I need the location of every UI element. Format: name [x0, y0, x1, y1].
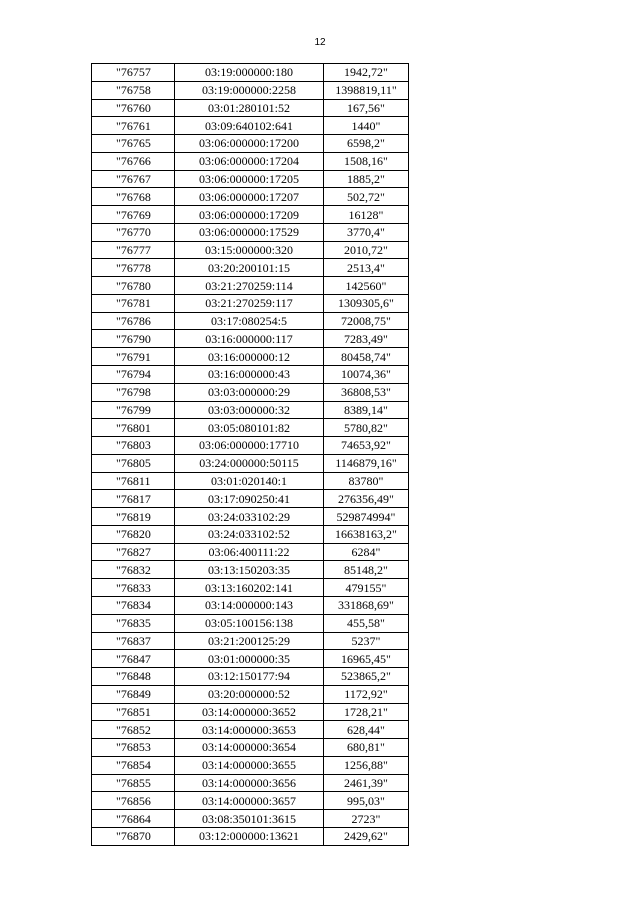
table-row	[92, 810, 409, 828]
value-cell: 523865,2"	[324, 668, 409, 686]
row-id-cell: "76847	[92, 650, 175, 668]
cadastral-number-cell: 03:13:160202:141	[175, 579, 324, 597]
row-id-cell: "76805	[92, 454, 175, 472]
table-row	[92, 135, 409, 153]
cadastral-number-cell: 03:14:000000:143	[175, 596, 324, 614]
value-cell: 2513,4"	[324, 259, 409, 277]
value-cell: 1146879,16"	[324, 454, 409, 472]
table-row	[92, 437, 409, 455]
row-id-cell: "76757	[92, 64, 175, 82]
cadastral-number-cell: 03:14:000000:3656	[175, 774, 324, 792]
table-row	[92, 312, 409, 330]
value-cell: 2723"	[324, 810, 409, 828]
table-row	[92, 739, 409, 757]
cadastral-number-cell: 03:14:000000:3654	[175, 739, 324, 757]
value-cell: 331868,69"	[324, 596, 409, 614]
table-row	[92, 117, 409, 135]
value-cell: 1440"	[324, 117, 409, 135]
value-cell: 1885,2"	[324, 170, 409, 188]
cadastral-number-cell: 03:14:000000:3657	[175, 792, 324, 810]
cadastral-number-cell: 03:06:000000:17200	[175, 135, 324, 153]
cadastral-number-cell: 03:12:000000:13621	[175, 827, 324, 845]
value-cell: 83780"	[324, 472, 409, 490]
value-cell: 36808,53"	[324, 383, 409, 401]
table-row	[92, 383, 409, 401]
cadastral-number-cell: 03:19:000000:180	[175, 64, 324, 82]
cadastral-number-cell: 03:24:000000:50115	[175, 454, 324, 472]
cadastral-number-cell: 03:20:000000:52	[175, 685, 324, 703]
cadastral-number-cell: 03:06:000000:17710	[175, 437, 324, 455]
value-cell: 6598,2"	[324, 135, 409, 153]
cadastral-number-cell: 03:06:000000:17204	[175, 152, 324, 170]
value-cell: 479155"	[324, 579, 409, 597]
row-id-cell: "76833	[92, 579, 175, 597]
value-cell: 72008,75"	[324, 312, 409, 330]
value-cell: 2010,72"	[324, 241, 409, 259]
value-cell: 74653,92"	[324, 437, 409, 455]
row-id-cell: "76851	[92, 703, 175, 721]
cadastral-number-cell: 03:14:000000:3652	[175, 703, 324, 721]
value-cell: 2429,62"	[324, 827, 409, 845]
table-row	[92, 99, 409, 117]
value-cell: 628,44"	[324, 721, 409, 739]
cadastral-number-cell: 03:01:000000:35	[175, 650, 324, 668]
table-row	[92, 223, 409, 241]
row-id-cell: "76855	[92, 774, 175, 792]
value-cell: 16128"	[324, 206, 409, 224]
row-id-cell: "76817	[92, 490, 175, 508]
value-cell: 10074,36"	[324, 366, 409, 384]
value-cell: 80458,74"	[324, 348, 409, 366]
cadastral-number-cell: 03:14:000000:3655	[175, 756, 324, 774]
table-row	[92, 152, 409, 170]
cadastral-number-cell: 03:12:150177:94	[175, 668, 324, 686]
row-id-cell: "76811	[92, 472, 175, 490]
row-id-cell: "76853	[92, 739, 175, 757]
table-row	[92, 294, 409, 312]
row-id-cell: "76778	[92, 259, 175, 277]
table-row	[92, 508, 409, 526]
cadastral-number-cell: 03:17:090250:41	[175, 490, 324, 508]
value-cell: 2461,39"	[324, 774, 409, 792]
row-id-cell: "76780	[92, 277, 175, 295]
table-row	[92, 543, 409, 561]
value-cell: 7283,49"	[324, 330, 409, 348]
row-id-cell: "76852	[92, 721, 175, 739]
cadastral-number-cell: 03:09:640102:641	[175, 117, 324, 135]
cadastral-number-cell: 03:21:200125:29	[175, 632, 324, 650]
table-row	[92, 330, 409, 348]
table-row	[92, 774, 409, 792]
value-cell: 16638163,2"	[324, 525, 409, 543]
table-row	[92, 596, 409, 614]
table-row	[92, 792, 409, 810]
cadastral-number-cell: 03:03:000000:29	[175, 383, 324, 401]
table-row	[92, 632, 409, 650]
row-id-cell: "76765	[92, 135, 175, 153]
value-cell: 1309305,6"	[324, 294, 409, 312]
table-row	[92, 170, 409, 188]
table-row	[92, 721, 409, 739]
cadastral-number-cell: 03:14:000000:3653	[175, 721, 324, 739]
cadastral-number-cell: 03:16:000000:117	[175, 330, 324, 348]
table-row	[92, 348, 409, 366]
cadastral-number-cell: 03:06:000000:17205	[175, 170, 324, 188]
row-id-cell: "76801	[92, 419, 175, 437]
cadastral-number-cell: 03:06:000000:17209	[175, 206, 324, 224]
value-cell: 1508,16"	[324, 152, 409, 170]
cadastral-number-cell: 03:24:033102:52	[175, 525, 324, 543]
table-row	[92, 454, 409, 472]
value-cell: 6284"	[324, 543, 409, 561]
row-id-cell: "76864	[92, 810, 175, 828]
table-row	[92, 64, 409, 82]
table-row	[92, 685, 409, 703]
table-row	[92, 579, 409, 597]
cadastral-number-cell: 03:24:033102:29	[175, 508, 324, 526]
cadastral-number-cell: 03:06:000000:17207	[175, 188, 324, 206]
cadastral-number-cell: 03:13:150203:35	[175, 561, 324, 579]
value-cell: 8389,14"	[324, 401, 409, 419]
value-cell: 1398819,11"	[324, 81, 409, 99]
value-cell: 680,81"	[324, 739, 409, 757]
row-id-cell: "76834	[92, 596, 175, 614]
row-id-cell: "76803	[92, 437, 175, 455]
table-row	[92, 650, 409, 668]
row-id-cell: "76777	[92, 241, 175, 259]
cadastral-number-cell: 03:16:000000:43	[175, 366, 324, 384]
table-body	[92, 64, 409, 846]
value-cell: 3770,4"	[324, 223, 409, 241]
cadastral-number-cell: 03:21:270259:114	[175, 277, 324, 295]
row-id-cell: "76856	[92, 792, 175, 810]
row-id-cell: "76767	[92, 170, 175, 188]
table-row	[92, 561, 409, 579]
value-cell: 16965,45"	[324, 650, 409, 668]
row-id-cell: "76768	[92, 188, 175, 206]
value-cell: 167,56"	[324, 99, 409, 117]
cadastral-number-cell: 03:15:000000:320	[175, 241, 324, 259]
cadastral-number-cell: 03:20:200101:15	[175, 259, 324, 277]
table-row	[92, 525, 409, 543]
row-id-cell: "76781	[92, 294, 175, 312]
value-cell: 1172,92"	[324, 685, 409, 703]
cadastral-number-cell: 03:01:020140:1	[175, 472, 324, 490]
table-row	[92, 827, 409, 845]
row-id-cell: "76761	[92, 117, 175, 135]
table-row	[92, 277, 409, 295]
cadastral-number-cell: 03:06:000000:17529	[175, 223, 324, 241]
table-row	[92, 206, 409, 224]
row-id-cell: "76790	[92, 330, 175, 348]
table-row	[92, 366, 409, 384]
row-id-cell: "76827	[92, 543, 175, 561]
row-id-cell: "76849	[92, 685, 175, 703]
row-id-cell: "76854	[92, 756, 175, 774]
value-cell: 1942,72"	[324, 64, 409, 82]
row-id-cell: "76819	[92, 508, 175, 526]
cadastral-number-cell: 03:01:280101:52	[175, 99, 324, 117]
cadastral-number-cell: 03:19:000000:2258	[175, 81, 324, 99]
cadastral-number-cell: 03:06:400111:22	[175, 543, 324, 561]
cadastral-number-cell: 03:03:000000:32	[175, 401, 324, 419]
value-cell: 1256,88"	[324, 756, 409, 774]
value-cell: 529874994"	[324, 508, 409, 526]
row-id-cell: "76820	[92, 525, 175, 543]
row-id-cell: "76769	[92, 206, 175, 224]
cadastral-number-cell: 03:17:080254:5	[175, 312, 324, 330]
value-cell: 142560"	[324, 277, 409, 295]
row-id-cell: "76791	[92, 348, 175, 366]
row-id-cell: "76837	[92, 632, 175, 650]
cadastral-number-cell: 03:05:100156:138	[175, 614, 324, 632]
cadastral-number-cell: 03:05:080101:82	[175, 419, 324, 437]
cadastral-number-cell: 03:16:000000:12	[175, 348, 324, 366]
table-row	[92, 259, 409, 277]
value-cell: 995,03"	[324, 792, 409, 810]
row-id-cell: "76760	[92, 99, 175, 117]
cadastral-number-cell: 03:21:270259:117	[175, 294, 324, 312]
table-row	[92, 703, 409, 721]
row-id-cell: "76832	[92, 561, 175, 579]
value-cell: 276356,49"	[324, 490, 409, 508]
value-cell: 502,72"	[324, 188, 409, 206]
value-cell: 85148,2"	[324, 561, 409, 579]
cadastral-number-cell: 03:08:350101:3615	[175, 810, 324, 828]
row-id-cell: "76758	[92, 81, 175, 99]
row-id-cell: "76786	[92, 312, 175, 330]
table-row	[92, 188, 409, 206]
table-row	[92, 472, 409, 490]
row-id-cell: "76848	[92, 668, 175, 686]
table-row	[92, 401, 409, 419]
row-id-cell: "76835	[92, 614, 175, 632]
table-row	[92, 668, 409, 686]
row-id-cell: "76770	[92, 223, 175, 241]
table-row	[92, 419, 409, 437]
table-row	[92, 756, 409, 774]
value-cell: 5237"	[324, 632, 409, 650]
value-cell: 455,58"	[324, 614, 409, 632]
row-id-cell: "76794	[92, 366, 175, 384]
value-cell: 1728,21"	[324, 703, 409, 721]
row-id-cell: "76798	[92, 383, 175, 401]
row-id-cell: "76766	[92, 152, 175, 170]
table-row	[92, 490, 409, 508]
table-row	[92, 81, 409, 99]
page-number: 12	[314, 37, 326, 48]
row-id-cell: "76870	[92, 827, 175, 845]
data-table	[91, 63, 409, 846]
row-id-cell: "76799	[92, 401, 175, 419]
value-cell: 5780,82"	[324, 419, 409, 437]
table-row	[92, 241, 409, 259]
table-row	[92, 614, 409, 632]
